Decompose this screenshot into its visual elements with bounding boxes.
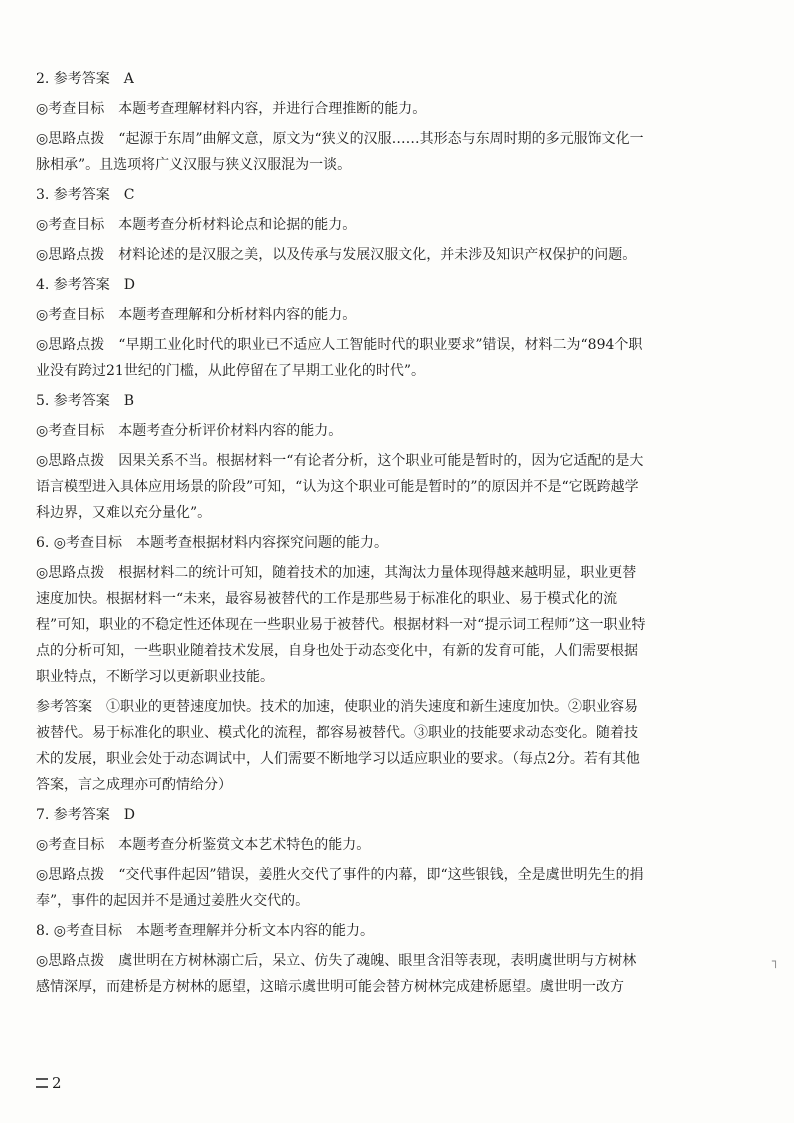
q5-target: ◎考查目标 本题考查分析评价材料内容的能力。 bbox=[36, 423, 343, 439]
page-footer bbox=[36, 1074, 62, 1092]
q5-analysis: ◎思路点拨 因果关系不当。根据材料一“有论者分析，这个职业可能是暂时的，因为它适配的是大语言模型进入具体应用场景的阶段”可知，“认为这个职业可能是暂时的”的原因并不是“它既跨越学科边界，又难以充分量化”。 bbox=[36, 453, 644, 521]
q3-target: ◎考查目标 本题考查分析材料论点和论据的能力。 bbox=[36, 217, 357, 233]
q6-analysis: ◎思路点拨 根据材料二的统计可知，随着技术的加速，其淘汰力量体现得越来越明显，职业更替速度加快。根据材料一“未来，最容易被替代的工作是那些易于标准化的职业、易于模式化的流程”可知，职业的不稳定性还体现在一些职业易于被替代。根据材料一对“提示词工程师”这一职业特点的分析可知，一些职业随着技术发展，自身也处于动态变化中，有新的发育可能，人们需要根据职业特点，不断学习以更新职业技能。 bbox=[36, 565, 646, 685]
q8-target: 8. ◎考查目标 本题考查理解并分析文本内容的能力。 bbox=[36, 923, 375, 939]
q8-analysis: ◎思路点拨 虞世明在方树林溺亡后，呆立、仿失了魂魄、眼里含泪等表现，表明虞世明与方树林感情深厚，而建桥是方树林的愿望，这暗示虞世明可能会替方树林完成建桥愿望。虞世明一改方 bbox=[36, 953, 637, 995]
q3-analysis: ◎思路点拨 材料论述的是汉服之美，以及传承与发展汉服文化，并未涉及知识产权保护的问题。 bbox=[36, 247, 637, 263]
q6-target: 6. ◎考查目标 本题考查根据材料内容探究问题的能力。 bbox=[36, 535, 389, 551]
q7-answer: 7. 参考答案 D bbox=[36, 807, 136, 823]
page-number: 2 bbox=[52, 1074, 62, 1092]
footer-logo-icon bbox=[36, 1078, 48, 1088]
q7-target: ◎考查目标 本题考查分析鉴赏文本艺术特色的能力。 bbox=[36, 837, 371, 853]
answer-content bbox=[36, 66, 648, 1004]
q2-analysis: ◎思路点拨 “起源于东周”曲解文意，原文为“狭义的汉服……其形态与东周时期的多元服饰文化一脉相承”。且选项将广义汉服与狭义汉服混为一谈。 bbox=[36, 131, 644, 173]
margin-scan-mark: ┐ bbox=[772, 954, 780, 968]
q6-answer: 参考答案 ①职业的更替速度加快。技术的加速，使职业的消失速度和新生速度加快。②职业容易被替代。易于标准化的职业、模式化的流程，都容易被替代。③职业的技能要求动态变化。随着技术的发展，职业会处于动态调试中，人们需要不断地学习以适应职业的要求。（每点2分。若有其他答案，言之成理亦可酌情给分） bbox=[36, 699, 640, 793]
q2-answer: 2. 参考答案 A bbox=[36, 71, 134, 87]
q4-answer: 4. 参考答案 D bbox=[36, 277, 136, 293]
q3-answer: 3. 参考答案 C bbox=[36, 187, 135, 203]
q4-target: ◎考查目标 本题考查理解和分析材料内容的能力。 bbox=[36, 307, 357, 323]
q5-answer: 5. 参考答案 B bbox=[36, 393, 135, 409]
q7-analysis: ◎思路点拨 “交代事件起因”错误，姜胜火交代了事件的内幕，即“这些银钱，全是虞世明先生的捐奉”，事件的起因并不是通过姜胜火交代的。 bbox=[36, 867, 644, 909]
q2-target: ◎考查目标 本题考查理解材料内容，并进行合理推断的能力。 bbox=[36, 101, 427, 117]
q4-analysis: ◎思路点拨 “早期工业化时代的职业已不适应人工智能时代的职业要求”错误，材料二为“894个职业没有跨过21世纪的门槛，从此停留在了早期工业化的时代”。 bbox=[36, 337, 643, 379]
